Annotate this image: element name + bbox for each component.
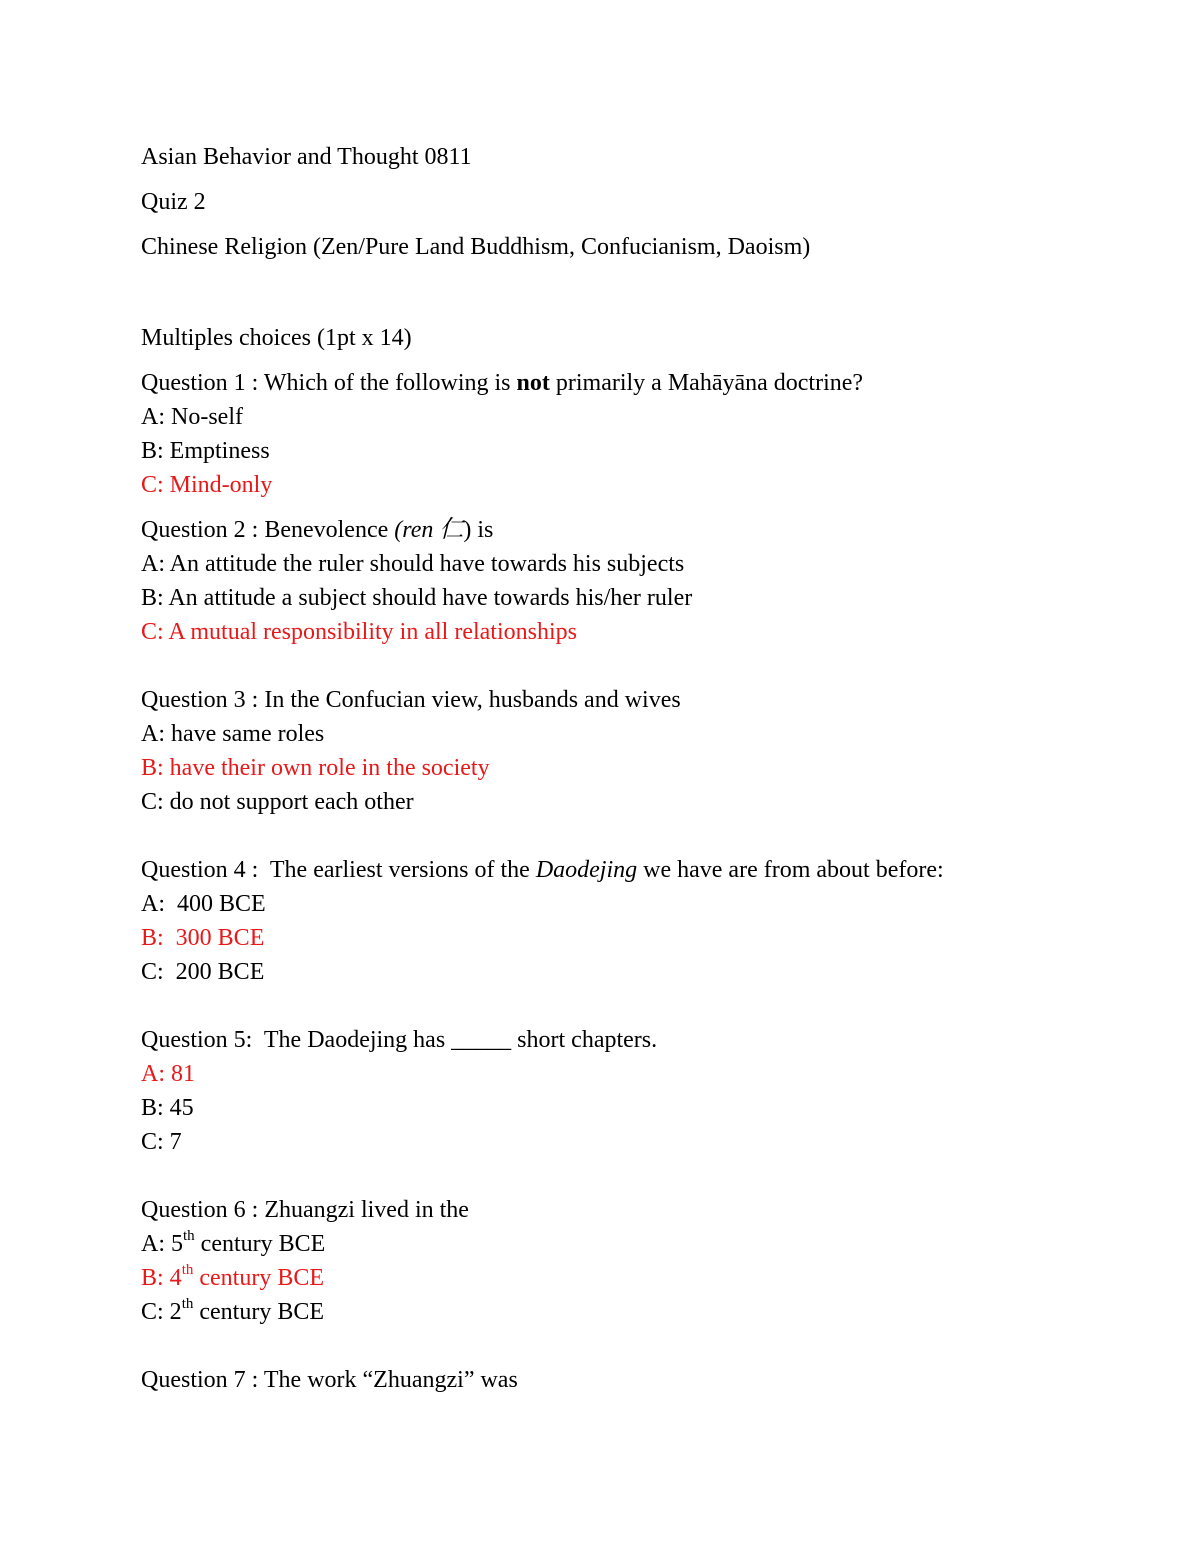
question-6-option-c [141,1295,1101,1329]
document-page [141,140,1101,1397]
question-5: Question 5: The Daodejing has _____ short chapters. [141,1027,658,1053]
question-6-option-b-answer [141,1261,1101,1295]
question-1-emphasis: not [516,370,550,396]
question-4-prefix: Question 4 : The earliest versions of the [141,857,536,883]
question-5-option-b: B: 45 [141,1095,194,1121]
quiz-title: Quiz 2 [141,189,206,215]
question-2-term: (ren 仁 [394,517,464,543]
question-3: Question 3 : In the Confucian view, husbands and wives [141,687,681,713]
question-4 [141,853,1101,887]
question-1-suffix: primarily a Mahāyāna doctrine? [549,370,864,396]
question-2-prefix: Question 2 : Benevolence [141,517,395,543]
question-4-title: Daodejing [535,857,638,883]
question-1-option-c-answer: C: Mind-only [141,472,273,498]
question-1-option-a: A: No-self [141,404,243,430]
question-3-option-b-answer: B: have their own role in the society [141,755,490,781]
ordinal-suffix: th [183,1228,195,1244]
question-3-option-a: A: have same roles [141,721,325,747]
question-2-option-c-answer: C: A mutual responsibility in all relationships [141,619,577,645]
question-4-option-c: C: 200 BCE [141,959,265,985]
question-5-option-a-answer: A: 81 [141,1061,195,1087]
section-title: Multiples choices (1pt x 14) [141,325,412,351]
question-6-option-c-unit: century BCE [193,1299,324,1325]
question-6: Question 6 : Zhuangzi lived in the [141,1197,469,1223]
question-4-option-b-answer: B: 300 BCE [141,925,265,951]
question-7: Question 7 : The work “Zhuangzi” was [141,1367,518,1393]
question-6-option-a [141,1227,1101,1261]
question-6-option-a-unit: century BCE [194,1231,326,1257]
question-1-option-b: B: Emptiness [141,438,270,464]
question-6-option-c-label: C: 2 [141,1299,182,1325]
question-2-suffix: ) is [463,517,494,543]
question-6-option-b-label: B: 4 [141,1265,182,1291]
question-2-option-a: A: An attitude the ruler should have towards his subjects [141,551,685,577]
question-6-option-b-unit: century BCE [193,1265,324,1291]
question-5-option-c: C: 7 [141,1129,182,1155]
question-6-option-a-label: A: 5 [141,1231,183,1257]
question-2-option-b: B: An attitude a subject should have towards his/her ruler [141,585,693,611]
ordinal-suffix: th [181,1262,194,1278]
question-1 [141,366,1101,400]
question-2 [141,513,1101,547]
course-title: Asian Behavior and Thought 0811 [141,144,472,170]
question-1-prefix: Question 1 : Which of the following is [141,370,517,396]
question-3-option-c: C: do not support each other [141,789,414,815]
question-4-suffix: we have are from about before: [637,857,944,883]
question-4-option-a: A: 400 BCE [141,891,266,917]
ordinal-suffix: th [181,1296,194,1312]
topic-title: Chinese Religion (Zen/Pure Land Buddhism, Confucianism, Daoism) [141,234,811,260]
